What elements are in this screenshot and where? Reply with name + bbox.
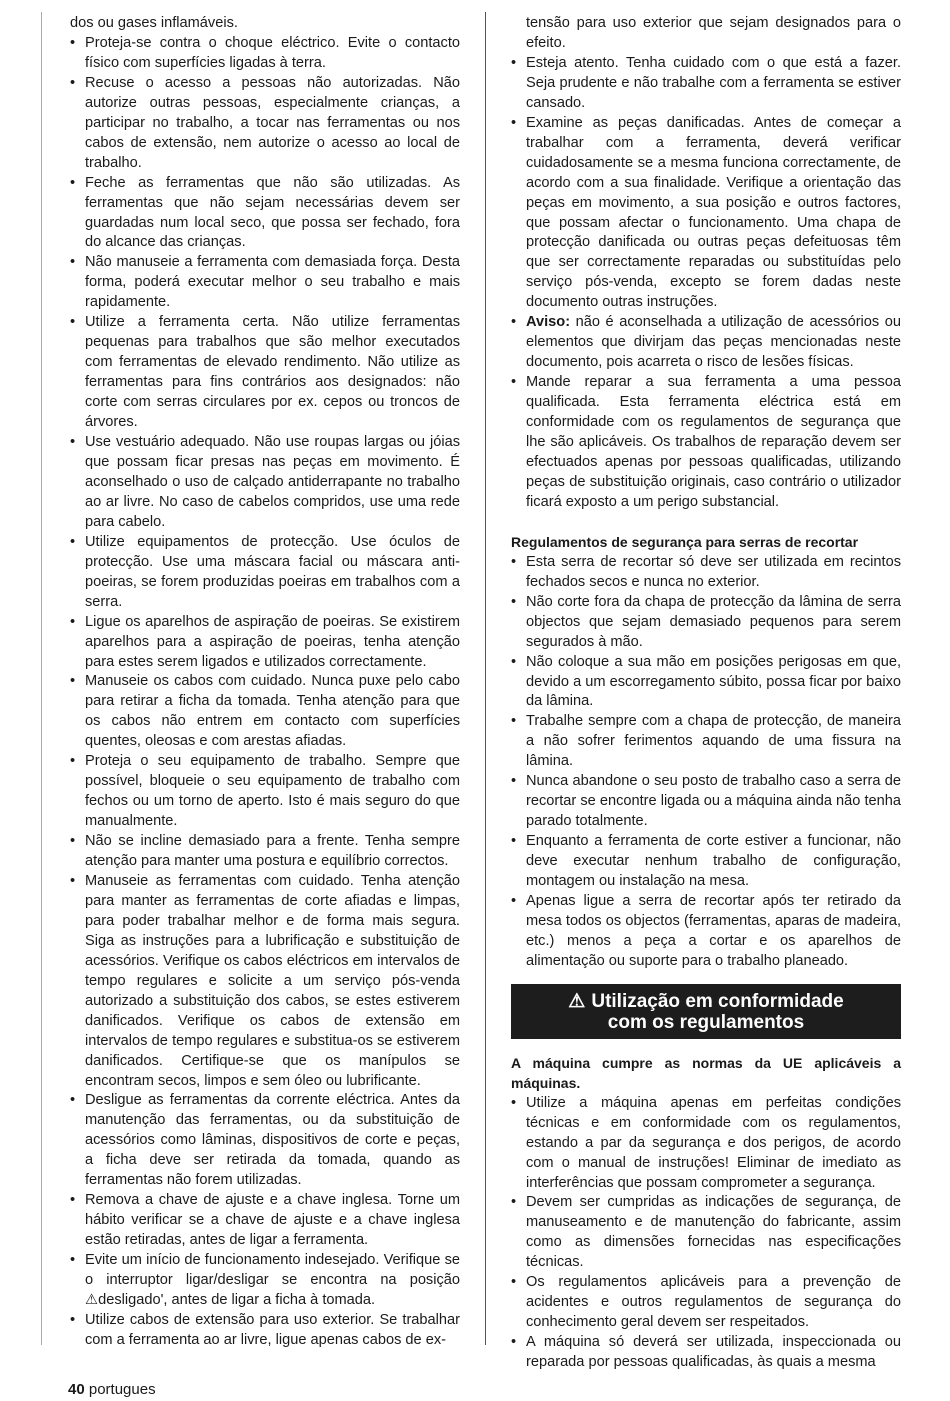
list-item: • Utilize equipamentos de protecção. Use óculos de protecção. Use uma máscara facial ou máscara anti-poeiras, se forem produzidas poeiras em trabalhos com a serra. [70,533,460,613]
jigsaw-safety-list [511,553,901,972]
list-item: • Devem ser cumpridas as indicações de segurança, de manuseamento e de manutenção do fabricante, assim como as dimensões fornecidas nas especificações técnicas. [511,1193,901,1273]
list-item: • Examine as peças danificadas. Antes de começar a trabalhar com a ferramenta, deverá verificar cuidadosamente se a mesma funciona correctamente, de acordo com a sua finalidade. Verifique a orientação das peças em movimento, a sua posição e outros factores, que possam afectar o funcionamento. Uma chapa de protecção danificada ou outras peças defeituosas têm que ser correctamente reparadas ou substituídas pelo serviço pós-venda, excepto se forem dadas neste documento outras instruções. [511,114,901,314]
list-item: • Recuse o acesso a pessoas não autorizadas. Não autorize outras pessoas, especialmente crianças, a participar no trabalho, a tocar nas ferramentas ou nos cabos de extensão, nem autorize o acesso ao local de trabalho. [70,74,460,174]
list-item: • Mande reparar a sua ferramenta a uma pessoa qualificada. Esta ferramenta eléctrica está em conformidade com os regulamentos de segurança que lhe são aplicáveis. Os trabalhos de reparação devem ser efectuados apenas por pessoas qualificadas, utilizando peças de substituição originais, caso contrário o utilizador ficará exposto a um perigo substancial. [511,373,901,513]
list-item: • Utilize a máquina apenas em perfeitas condições técnicas e em conformidade com os regulamentos, estando a par da segurança e dos perigos, de acordo com o manual de instruções! Eliminar de imediato as interferências que possam comprometer a segurança. [511,1094,901,1194]
list-item: • Não manuseie a ferramenta com demasiada força. Desta forma, poderá executar melhor o seu trabalho e mais rapidamente. [70,253,460,313]
list-item: • Desligue as ferramentas da corrente eléctrica. Antes da manutenção das ferramentas, ou da substituição de acessórios como lâminas, dispositivos de corte e peças, a ficha deve ser retirada da tomada, quando as ferramentas não forem utilizadas. [70,1091,460,1191]
section-heading: Regulamentos de segurança para serras de recortar [511,533,859,550]
right-continuation: tensão para uso exterior que sejam designados para o efeito. [526,15,901,51]
right-bullet-list [511,54,901,513]
left-bullet-list [70,34,460,1351]
column-divider [485,12,486,1345]
conformity-list [511,1094,901,1373]
warning-triangle-icon: ⚠ [568,990,586,1012]
list-item: • Esta serra de recortar só deve ser utilizada em recintos fechados secos e nunca no exterior. [511,553,901,593]
list-item: • Manuseie os cabos com cuidado. Nunca puxe pelo cabo para retirar a ficha da tomada. Tenha atenção para que os cabos não entrem em contacto com superfícies quentes, oleosas e com arestas afiadas. [70,672,460,752]
page-footer [68,1381,156,1398]
list-item: • Proteja-se contra o choque eléctrico. Evite o contacto físico com superfícies ligadas à terra. [70,34,460,74]
list-item: • Proteja o seu equipamento de trabalho. Sempre que possível, bloqueie o seu equipamento de trabalho com fechos ou um torno de aperto. Isto é mais seguro do que manualmente. [70,752,460,832]
list-item: • Manuseie as ferramentas com cuidado. Tenha atenção para manter as ferramentas de corte afiadas e limpas, para poder trabalhar melhor e de forma mais segura. Siga as instruções para a lubrificação e substituição de acessórios. Verifique os cabos eléctricos em intervalos de tempo regulares e solicite a um serviço pós-venda autorizado a substituição dos cabos, se estes estiverem danificados. Verifique os cabos de extensão em intervalos de tempo regulares e substitua-os se estiverem danificados. Certifique-se que os manípulos se encontram secos, limpos e sem óleo ou lubrificante. [70,872,460,1091]
list-item: • Utilize cabos de extensão para uso exterior. Se trabalhar com a ferramenta ao ar livre, ligue apenas cabos de ex- [70,1311,460,1351]
right-column [511,14,901,1373]
left-column [70,14,460,1351]
list-item: • A máquina só deverá ser utilizada, inspeccionada ou reparada por pessoas qualificadas, às quais a mesma [511,1333,901,1373]
left-continuation: dos ou gases inflamáveis. [70,15,238,31]
list-item: • Ligue os aparelhos de aspiração de poeiras. Se existirem aparelhos para a aspiração de poeiras, tenha atenção para estes serem ligados e utilizados correctamente. [70,613,460,673]
list-item: • Feche as ferramentas que não são utilizadas. As ferramentas que não sejam necessárias devem ser guardadas num local seco, que possa ser fechado, fora do alcance das crianças. [70,174,460,254]
list-item: • Use vestuário adequado. Não use roupas largas ou jóias que possam ficar presas nas peças em movimento. É aconselhado o uso de calçado antiderrapante no trabalho ao ar livre. No caso de cabelos compridos, use uma rede para cabelo. [70,433,460,533]
list-item: • Utilize a ferramenta certa. Não utilize ferramentas pequenas para trabalhos que são melhor executados com ferramentas de elevado rendimento. Não utilize as ferramentas para fins contrários aos designados: não corte com serras circulares por ex. cepos ou troncos de árvores. [70,313,460,433]
conformity-heading: A máquina cumpre as normas da UE aplicáveis a máquinas. [511,1054,901,1091]
banner-title-line1: Utilização em conformidade [591,990,844,1012]
list-item: • Evite um início de funcionamento indesejado. Verifique se o interruptor ligar/desligar se encontra na posição ⚠desligado', antes de ligar a ficha à tomada. [70,1251,460,1311]
list-item: • Apenas ligue a serra de recortar após ter retirado da mesa todos os objectos (ferramentas, aparas de madeira, etc.) menos a peça a cortar e os aparelhos de alimentação ou suporte para o trabalho planeado. [511,892,901,972]
page-number: 40 [68,1381,85,1398]
warning-text: não é aconselhada a utilização de acessórios ou elementos que divirjam das peças mencionadas neste documento, pois acarreta o risco de lesões físicas. [526,314,902,371]
margin-rule [41,12,42,1345]
list-item: • Não corte fora da chapa de protecção da lâmina de serra objectos que sejam demasiado pequenos para serem segurados à mão. [511,593,901,653]
warning-label: Aviso: [526,314,571,331]
list-item: • Trabalhe sempre com a chapa de protecção, de maneira a não sofrer ferimentos aquando de uma fissura na lâmina. [511,712,901,772]
list-item: • Remova a chave de ajuste e a chave inglesa. Torne um hábito verificar se a chave de ajuste e a chave inglesa estão retiradas, antes de ligar a ferramenta. [70,1191,460,1251]
footer-language: portugues [88,1381,156,1398]
list-item: • Os regulamentos aplicáveis para a prevenção de acidentes e outros regulamentos de segurança do conhecimento geral devem ser respeitados. [511,1273,901,1333]
banner-title-line2: com os regulamentos [607,1011,805,1033]
list-item: • Nunca abandone o seu posto de trabalho caso a serra de recortar se encontre ligada ou a máquina ainda não tenha parado totalmente. [511,772,901,832]
list-item: • Enquanto a ferramenta de corte estiver a funcionar, não deve executar nenhum trabalho de configuração, montagem ou instalação na mesa. [511,832,901,892]
conformity-banner [511,984,901,1039]
list-item: • Não coloque a sua mão em posições perigosas em que, devido a um escorregamento súbito, possa ficar por baixo da lâmina. [511,653,901,713]
list-item: • Não se incline demasiado para a frente. Tenha sempre atenção para manter uma postura e equilíbrio correctos. [70,832,460,872]
list-item: • Esteja atento. Tenha cuidado com o que está a fazer. Seja prudente e não trabalhe com a ferramenta se estiver cansado. [511,54,901,114]
warning-item [511,313,901,373]
